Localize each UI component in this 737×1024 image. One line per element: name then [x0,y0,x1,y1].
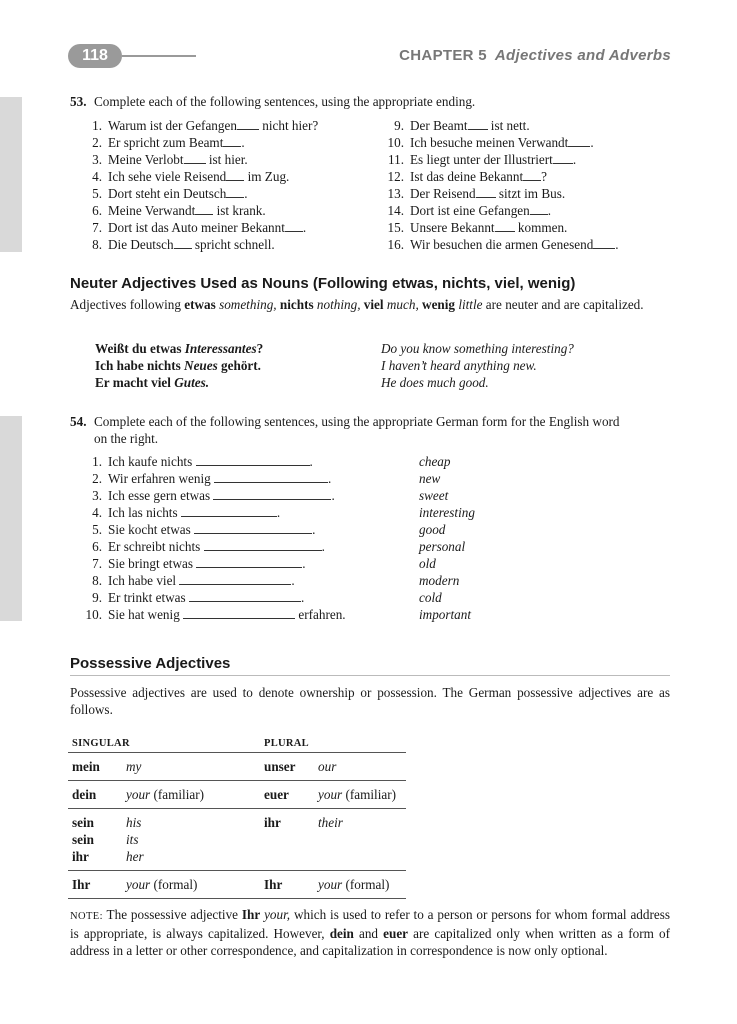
gloss-nothing: nothing, [316,297,361,312]
section-heading-possessive: Possessive Adjectives [70,655,231,672]
english-gloss: your [318,787,343,802]
english-cue: cold [419,590,442,605]
item-text: Er trinkt etwas [108,590,189,605]
item-text-end: nicht hier? [258,118,319,133]
column-header-plural: PLURAL [264,738,309,749]
note-text: which is used to refer to a person or persons for whom formal address is appropriate, is always capitalized. However, [70,907,670,941]
example-adjective: Interessantes [184,341,257,356]
plural-german: ihr [264,815,281,830]
item-text: Sie hat wenig [108,607,184,622]
page-number: 118 [68,44,122,68]
english-word [126,876,256,893]
possessive-intro: Possessive adjectives are used to denote ownership or possession. The German possessive adjectives are as follows. [70,685,670,717]
answer-blank[interactable] [195,204,213,215]
answer-blank[interactable] [214,472,328,483]
item-text-end: ist nett. [487,118,530,133]
chapter-heading [399,47,671,64]
exercise-54-item [80,556,306,572]
item-number: 8. [92,573,102,588]
english-word [126,831,256,848]
exercise-53-item [382,169,547,185]
item-text: Dort ist eine Gefangen [410,203,530,218]
note-paragraph [70,906,670,959]
item-number: 4. [92,505,102,520]
gloss-note: (familiar) [150,787,205,802]
example-german [95,341,263,357]
item-text-end: . [615,237,619,252]
singular-english [122,753,260,781]
answer-blank[interactable] [530,204,548,215]
gloss-your: your, [260,907,291,922]
item-text: Ich kaufe nichts [108,454,196,469]
answer-blank[interactable] [184,153,206,164]
table-row [68,809,406,871]
item-text: Meine Verwandt [108,203,196,218]
item-text: Ich besuche meinen Verwandt [410,135,569,150]
example-adjective: Gutes. [174,375,210,390]
singular-german [68,781,122,809]
english-gloss: her [126,849,144,864]
item-text-end: . [302,556,306,571]
gloss-note: (formal) [342,877,390,892]
column-header-singular: SINGULAR [72,738,130,749]
exercise-54-item [80,471,331,487]
item-number: 2. [92,471,102,486]
item-text-end: im Zug. [244,169,290,184]
item-text-end: . [590,135,594,150]
section-heading-neuter: Neuter Adjectives Used as Nouns (Following etwas, nichts, viel, wenig) [70,275,576,292]
answer-blank[interactable] [179,574,291,585]
example-text-end: gehört. [217,358,261,373]
english-gloss: my [126,759,142,774]
answer-blank[interactable] [468,119,488,130]
item-number: 5. [92,522,102,537]
answer-blank[interactable] [237,119,259,130]
item-number: 6. [92,203,102,218]
item-text: Es liegt unter der Illustriert [410,152,553,167]
english-word [126,848,256,865]
item-text-end: ist krank. [213,203,266,218]
german-word: sein [72,815,94,830]
answer-blank[interactable] [593,238,615,249]
item-text-end: . [328,471,332,486]
english-cue: new [419,471,441,486]
item-text-end: . [547,203,552,218]
item-text-end: erfahren. [295,607,346,622]
item-number: 1. [92,118,102,133]
intro-text-end: are neuter and are capitalized. [482,297,644,312]
item-number: 4. [92,169,102,184]
table-header-row [68,738,406,753]
english-cue: modern [419,573,460,588]
item-text-end: . [302,220,307,235]
answer-blank[interactable] [223,136,241,147]
item-text: Die Deutsch [108,237,174,252]
answer-blank[interactable] [196,557,302,568]
note-text: and [353,926,384,941]
item-number: 3. [92,152,102,167]
word-wenig: wenig [422,297,456,312]
item-text-end: . [572,152,577,167]
answer-blank[interactable] [196,455,310,466]
item-text-end: kommen. [514,220,568,235]
exercise-53-item [382,220,567,236]
answer-blank[interactable] [204,540,322,551]
example-german [95,358,261,374]
word-dein: dein [329,926,354,941]
example-adjective: Neues [184,358,218,373]
english-cue: old [419,556,436,571]
exercise-53-item [382,203,551,219]
item-number: 3. [92,488,102,503]
exercise-54-item [80,488,335,504]
item-number: 10. [387,135,404,150]
answer-blank[interactable] [183,608,295,619]
chapter-title: Adjectives and Adverbs [494,47,671,64]
gloss-note: (familiar) [342,787,397,802]
word-nichts: nichts [279,297,314,312]
plural-german: euer [264,787,289,802]
item-number: 1. [92,454,102,469]
example-english: He does much good. [381,375,489,390]
english-gloss: your [126,787,151,802]
note-text: The possessive adjective [102,907,242,922]
exercise-53-item [80,220,306,236]
item-text: Sie bringt etwas [108,556,197,571]
table-row [68,871,406,899]
answer-blank[interactable] [194,523,312,534]
exercise-54-item [80,505,280,521]
item-text-end: . [331,488,335,503]
example-text-end: ? [256,341,264,356]
english-cue: good [419,522,446,537]
item-text: Er schreibt nichts [108,539,204,554]
item-text: Ich habe viel [108,573,180,588]
answer-blank[interactable] [523,170,541,181]
exercise-53-item [80,186,248,202]
item-number: 7. [92,556,102,571]
item-text-end: . [276,505,281,520]
answer-blank[interactable] [568,136,590,147]
exercise-53-item [80,203,266,219]
exercise-number: 54. [70,414,87,429]
exercise-53-item [80,152,248,168]
german-word: dein [72,787,97,802]
exercise-54-item [80,522,315,538]
item-text: Dort ist das Auto meiner Bekannt [108,220,285,235]
item-number: 15. [387,220,404,235]
singular-english [122,809,260,871]
item-number: 8. [92,237,102,252]
gloss-much: much, [386,297,419,312]
exercise-54-instruction [70,413,670,447]
side-tab-lower [0,416,22,621]
item-text: Warum ist der Gefangen [108,118,237,133]
item-text-end: ist hier. [205,152,248,167]
item-text-end: . [241,135,245,150]
german-word: ihr [72,849,89,864]
exercise-54-item [80,539,325,555]
item-number: 7. [92,220,102,235]
exercise-53-item [382,237,619,253]
heading-rule [70,675,670,676]
answer-blank[interactable] [174,238,192,249]
item-number: 9. [394,118,404,133]
english-word [126,814,256,831]
english-gloss: his [126,815,142,830]
item-number: 10. [85,607,102,622]
word-etwas: etwas [184,297,216,312]
example-english: Do you know something interesting? [381,341,574,356]
item-text: Ich las nichts [108,505,181,520]
item-number: 2. [92,135,102,150]
english-gloss: your [126,877,151,892]
note-label: NOTE: [70,911,103,922]
item-text: Ich sehe viele Reisend [108,169,227,184]
plural-german: Ihr [264,877,283,892]
english-word [126,758,256,775]
example-german [95,375,209,391]
exercise-54-item [80,590,304,606]
chapter-label: CHAPTER 5 [399,47,487,64]
item-text: Dort steht ein Deutsch [108,186,227,201]
item-text: Der Reisend [410,186,476,201]
item-text-end: . [312,522,316,537]
answer-blank[interactable] [189,591,301,602]
answer-blank[interactable] [226,170,244,181]
exercise-54-item [80,607,346,623]
english-gloss: our [318,759,337,774]
instruction-text-line2: on the right. [94,431,159,446]
plural-english [314,871,406,899]
answer-blank[interactable] [476,187,496,198]
neuter-intro [70,296,670,313]
example-text: Er macht viel [95,375,175,390]
exercise-53-item [80,237,275,253]
item-number: 13. [387,186,404,201]
item-text-end: . [321,539,325,554]
exercise-53-instruction [70,93,475,110]
instruction-text: Complete each of the following sentences, using the appropriate German form for the English word [94,414,620,429]
item-text: Er spricht zum Beamt [108,135,224,150]
item-number: 5. [92,186,102,201]
example-text: Weißt du etwas [95,341,185,356]
english-cue: important [419,607,472,622]
item-text: Ich esse gern etwas [108,488,214,503]
answer-blank[interactable] [213,489,331,500]
english-gloss: its [126,832,139,847]
exercise-53-item [80,169,289,185]
singular-german [68,753,122,781]
item-text: Unsere Bekannt [410,220,495,235]
item-text: Ist das deine Bekannt [410,169,524,184]
word-euer: euer [383,926,409,941]
singular-english [122,781,260,809]
english-word [126,786,256,803]
word-viel: viel [363,297,384,312]
item-text: Wir erfahren wenig [108,471,215,486]
item-text-end: . [309,454,313,469]
plural-english [314,809,406,871]
exercise-53-item [382,135,594,151]
note-text: are capitalized only when written as a form of address in a letter or other correspondence, and capitalization in correspondence is now only optional. [70,926,670,958]
singular-english [122,871,260,899]
exercise-53-item [80,118,318,134]
table-row [68,753,406,781]
item-number: 9. [92,590,102,605]
item-text: Der Beamt [410,118,468,133]
example-english: I haven’t heard anything new. [381,358,537,373]
intro-text: Adjectives following [70,297,185,312]
plural-english [314,753,406,781]
english-cue: personal [419,539,466,554]
english-cue: interesting [419,505,475,520]
header-rule [122,55,196,57]
item-text-end: spricht schnell. [191,237,275,252]
gloss-note: (formal) [150,877,198,892]
english-cue: sweet [419,488,449,503]
english-gloss: your [318,877,343,892]
singular-german [68,809,122,871]
item-number: 6. [92,539,102,554]
item-text: Meine Verlobt [108,152,184,167]
plural-english [314,781,406,809]
instruction-text: Complete each of the following sentences, using the appropriate ending. [94,94,476,109]
item-text-end: sitzt im Bus. [495,186,566,201]
exercise-53-item [80,135,245,151]
answer-blank[interactable] [226,187,244,198]
item-text-end: . [300,590,305,605]
item-number: 12. [387,169,404,184]
exercise-53-item [382,118,530,134]
item-number: 16. [387,237,404,252]
english-gloss: their [318,815,343,830]
english-cue: cheap [419,454,451,469]
possessive-table-grid [68,738,406,899]
item-text-end: ? [541,169,548,184]
gloss-something: something, [219,297,277,312]
item-text-end: . [244,186,248,201]
german-word: Ihr [72,877,91,892]
exercise-54-item [80,454,313,470]
example-text: Ich habe nichts [95,358,185,373]
answer-blank[interactable] [285,221,303,232]
item-text: Wir besuchen die armen Genesend [410,237,594,252]
item-text: Sie kocht etwas [108,522,195,537]
plural-german: unser [264,759,296,774]
side-tab-upper [0,97,22,252]
item-text-end: . [291,573,295,588]
table-row [68,781,406,809]
singular-german [68,871,122,899]
gloss-little: little [458,297,483,312]
answer-blank[interactable] [553,153,573,164]
exercise-54-item [80,573,295,589]
exercise-number: 53. [70,94,87,109]
exercise-53-item [382,152,576,168]
german-word: mein [72,759,100,774]
word-ihr: Ihr [241,907,261,922]
answer-blank[interactable] [181,506,277,517]
item-number: 11. [388,152,404,167]
exercise-53-item [382,186,565,202]
item-number: 14. [387,203,404,218]
answer-blank[interactable] [495,221,515,232]
german-word: sein [72,832,94,847]
